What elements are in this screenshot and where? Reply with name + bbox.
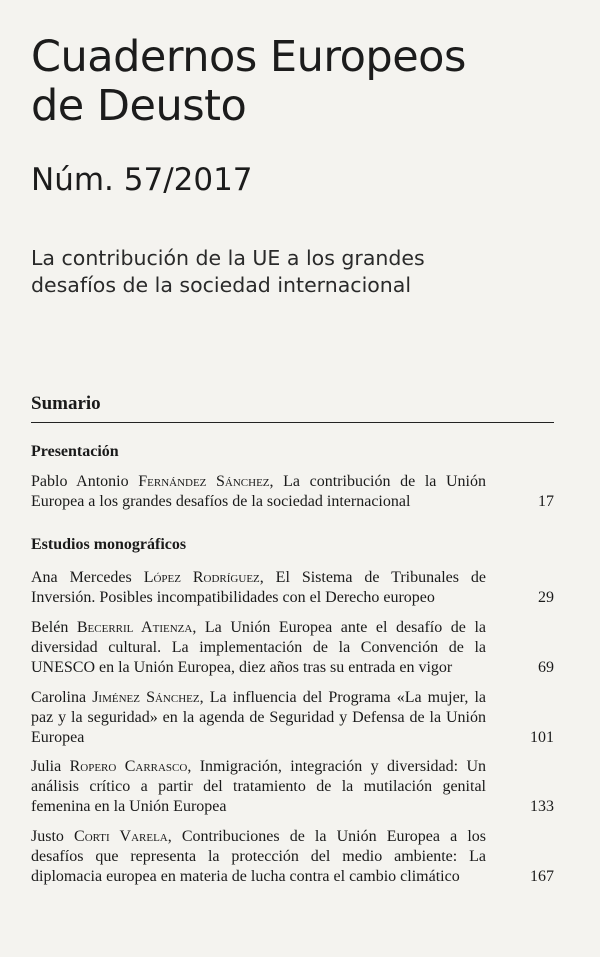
article-title: , Contribuciones de la Unión Europea a los desafíos que representa la protección del medio ambiente: La diplomacia europea en materia de lucha contra el cambio climático (31, 828, 486, 885)
author-given-name: Carolina (31, 689, 93, 706)
article-title: , La contribución de la Unión Europea a los grandes desafíos de la sociedad internacional (31, 473, 486, 510)
author-surname: Fernández Sánchez (138, 473, 270, 490)
issue-subtitle-line2: desafíos de la sociedad internacional (31, 273, 412, 297)
toc-entry[interactable] (31, 472, 554, 512)
article-title: , La Unión Europea ante el desafío de la diversidad cultural. La implementación de la Convención de la UNESCO en la Unión Europea, diez años tras su entrada en vigor (31, 619, 486, 676)
journal-title (31, 33, 466, 131)
toc-entry[interactable] (31, 618, 554, 678)
author-given-name: Ana Mercedes (31, 569, 144, 586)
author-given-name: Pablo Antonio (31, 473, 139, 490)
toc-entry[interactable] (31, 688, 554, 748)
author-given-name: Julia (31, 758, 70, 775)
article-title: , La influencia del Programa «La mujer, la paz y la seguridad» en la agenda de Seguridad y Defensa de la Unión Europea (31, 689, 487, 746)
section-title-estudios: Estudios monográficos (31, 536, 187, 553)
contents-heading: Sumario (31, 393, 101, 414)
author-surname: Becerril Atienza (76, 619, 193, 636)
author-surname: López Rodríguez (143, 569, 260, 586)
page-number: 69 (538, 659, 554, 676)
article-title: , Inmigración, integración y diversidad: Un análisis crítico a partir del tratamiento de la mutilación genital femenina en la Unión Europea (31, 758, 487, 815)
journal-title-line2: de Deusto (31, 81, 247, 131)
issue-subtitle (31, 245, 451, 299)
issue-number: Núm. 57/2017 (31, 162, 253, 198)
page-number: 133 (530, 798, 554, 815)
page-number: 101 (530, 729, 554, 746)
page-number: 17 (538, 493, 554, 510)
journal-title-line1: Cuadernos Europeos (31, 32, 466, 82)
page-number: 167 (530, 868, 554, 885)
issue-subtitle-line1: La contribución de la UE a los grandes (31, 246, 425, 270)
author-given-name: Belén (31, 619, 77, 636)
toc-entry[interactable] (31, 757, 554, 817)
toc-entry[interactable] (31, 568, 554, 608)
author-surname: Jiménez Sánchez (92, 689, 200, 706)
toc-entry[interactable] (31, 827, 554, 887)
article-title: , El Sistema de Tribunales de Inversión. Posibles incompatibilidades con el Derecho europeo (31, 569, 487, 606)
author-given-name: Justo (31, 828, 75, 845)
heading-rule (31, 422, 554, 423)
author-surname: Corti Varela (74, 828, 168, 845)
author-surname: Ropero Carrasco (69, 758, 188, 775)
section-title-presentacion: Presentación (31, 443, 119, 460)
page-number: 29 (538, 589, 554, 606)
